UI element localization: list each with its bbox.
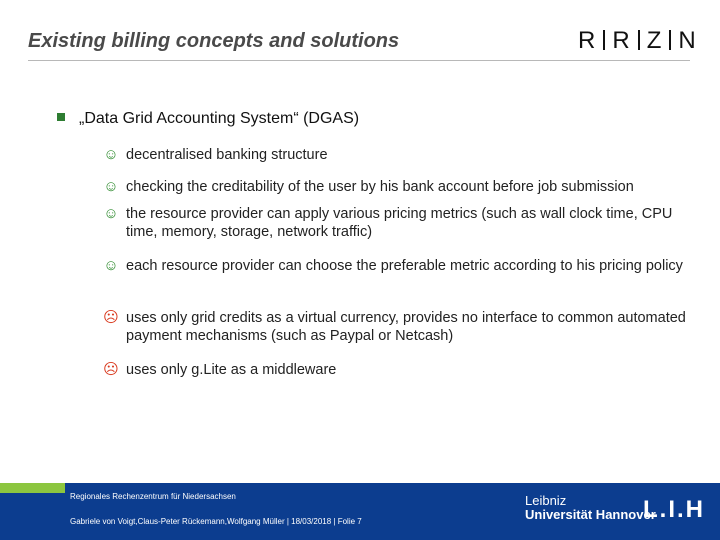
header-divider	[28, 60, 690, 61]
logo-divider	[603, 30, 605, 50]
logo-divider	[669, 30, 671, 50]
list-item-text: the resource provider can apply various pricing metrics (such as wall clock time, CPU time, memory, storage, network traffic)	[126, 206, 673, 240]
footer-authors: Gabriele von Voigt,Claus-Peter Rückemann,Wolfgang Müller | 18/03/2018 | Folie 7	[70, 517, 362, 526]
list-item-text: uses only g.Lite as a middleware	[126, 362, 337, 378]
footer-accent-bar	[0, 483, 65, 493]
frown-icon: ☹	[103, 361, 119, 378]
list-item	[103, 178, 693, 196]
footer-bar	[0, 483, 720, 540]
logo-letter: Z	[646, 27, 663, 54]
smiley-icon: ☺	[103, 205, 119, 222]
main-bullet-text: „Data Grid Accounting System“ (DGAS)	[79, 110, 360, 127]
list-item	[103, 257, 693, 275]
university-logo-top: Leibniz	[525, 493, 567, 508]
logo-letter: R	[578, 27, 597, 54]
rrzn-logo	[578, 27, 697, 55]
square-bullet-icon	[57, 113, 65, 121]
list-item	[103, 361, 693, 379]
university-logo-name: Universität Hannover	[525, 507, 656, 522]
list-item-text: decentralised banking structure	[126, 147, 328, 163]
logo-letter: R	[612, 27, 631, 54]
footer-institution: Regionales Rechenzentrum für Niedersachsen	[70, 492, 236, 501]
smiley-icon: ☺	[103, 146, 119, 163]
list-item	[103, 309, 693, 345]
slide-title: Existing billing concepts and solutions	[28, 30, 400, 52]
smiley-icon: ☺	[103, 257, 119, 274]
main-bullet	[57, 110, 359, 128]
list-item-text: checking the creditability of the user by his bank account before job submission	[126, 179, 634, 195]
university-logo	[525, 494, 656, 522]
list-item-text: each resource provider can choose the preferable metric according to his pricing policy	[126, 258, 683, 274]
list-item	[103, 146, 693, 164]
list-item-text: uses only grid credits as a virtual currency, provides no interface to common automated payment mechanisms (such as Paypal or Netcash)	[126, 310, 686, 344]
logo-divider	[638, 30, 640, 50]
logo-letter: N	[678, 27, 697, 54]
list-item	[103, 205, 693, 241]
frown-icon: ☹	[103, 309, 119, 326]
smiley-icon: ☺	[103, 178, 119, 195]
university-mark-icon: L.I.H	[643, 496, 705, 523]
